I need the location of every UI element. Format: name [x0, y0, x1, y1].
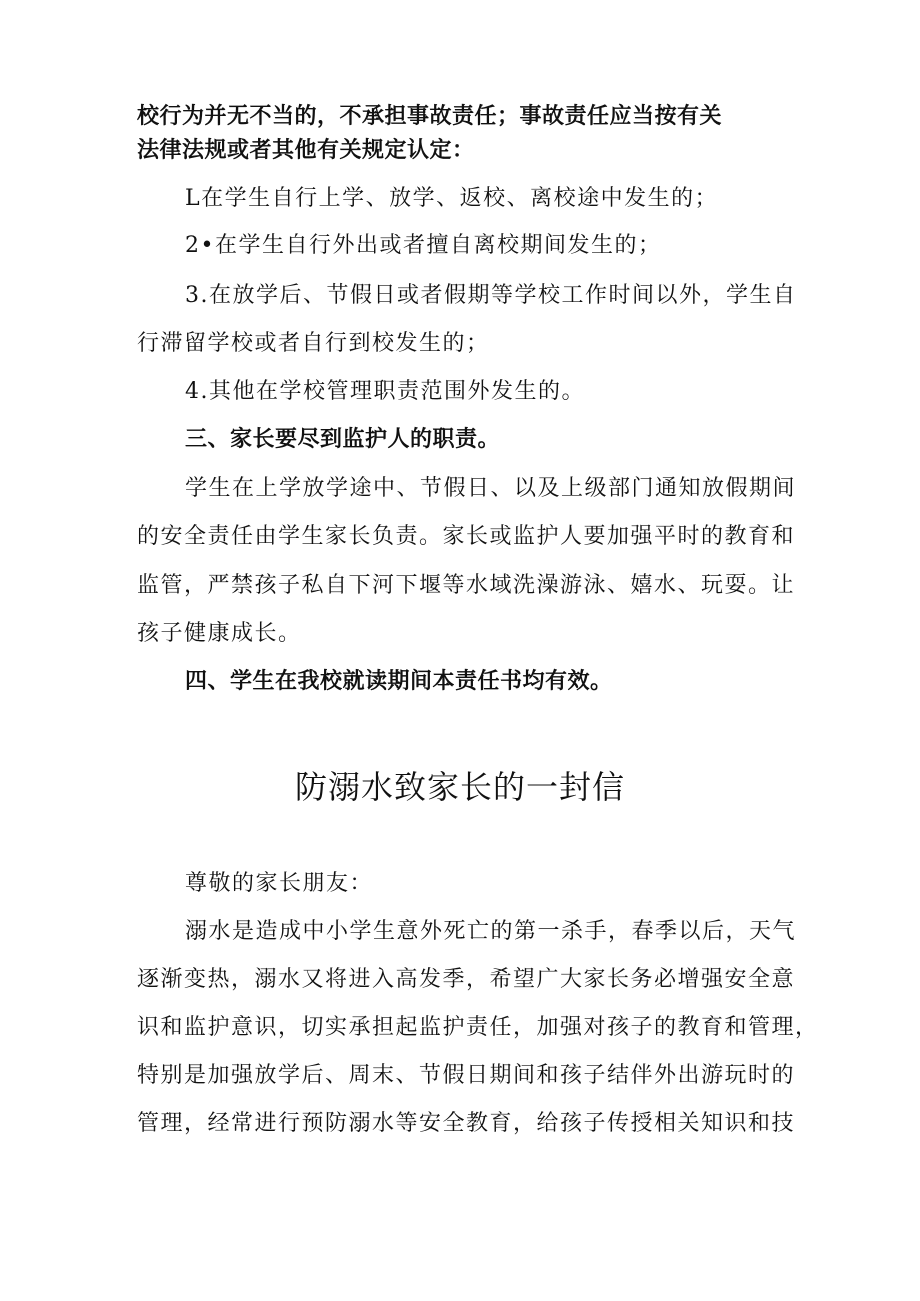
list-item: 3.在放学后、节假日或者假期等学校工作时间以外，学生自 — [185, 283, 797, 308]
list-item: 4.其他在学校管理职责范围外发生的。 — [185, 379, 585, 404]
paragraph-line: 孩子健康成长。 — [137, 621, 302, 646]
list-item: 2•在学生自行外出或者擅自离校期间发生的； — [185, 233, 662, 258]
list-item-continuation: 行滞留学校或者自行到校发生的； — [137, 331, 490, 356]
paragraph-line: 特别是加强放学后、周末、节假日期间和孩子结伴外出游玩时的 — [137, 1063, 796, 1088]
section-heading: 三、家长要尽到监护人的职责。 — [185, 427, 501, 452]
paragraph-line: 识和监护意识，切实承担起监护责任，加强对孩子的教育和管理， — [137, 1015, 819, 1040]
salutation: 尊敬的家长朋友： — [185, 871, 374, 896]
paragraph-line: 校行为并无不当的，不承担事故责任；事故责任应当按有关 — [137, 104, 723, 129]
section-heading: 四、学生在我校就读期间本责任书均有效。 — [185, 669, 613, 694]
paragraph-line: 法律法规或者其他有关规定认定： — [137, 138, 475, 163]
list-item: L在学生自行上学、放学、返校、离校途中发生的； — [185, 186, 719, 211]
paragraph-line: 监管，严禁孩子私自下河下堰等水域洗澡游泳、嬉水、玩耍。让 — [137, 573, 796, 598]
paragraph-line: 的安全责任由学生家长负责。家长或监护人要加强平时的教育和 — [137, 524, 796, 549]
paragraph-line: 管理，经常进行预防溺水等安全教育，给孩子传授相关知识和技 — [137, 1111, 796, 1136]
paragraph-line: 学生在上学放学途中、节假日、以及上级部门通知放假期间 — [185, 476, 797, 501]
page-title: 防溺水致家长的一封信 — [294, 768, 625, 806]
paragraph-line: 溺水是造成中小学生意外死亡的第一杀手，春季以后，天气 — [185, 919, 797, 944]
paragraph-line: 逐渐变热，溺水又将进入高发季，希望广大家长务必增强安全意 — [137, 967, 796, 992]
